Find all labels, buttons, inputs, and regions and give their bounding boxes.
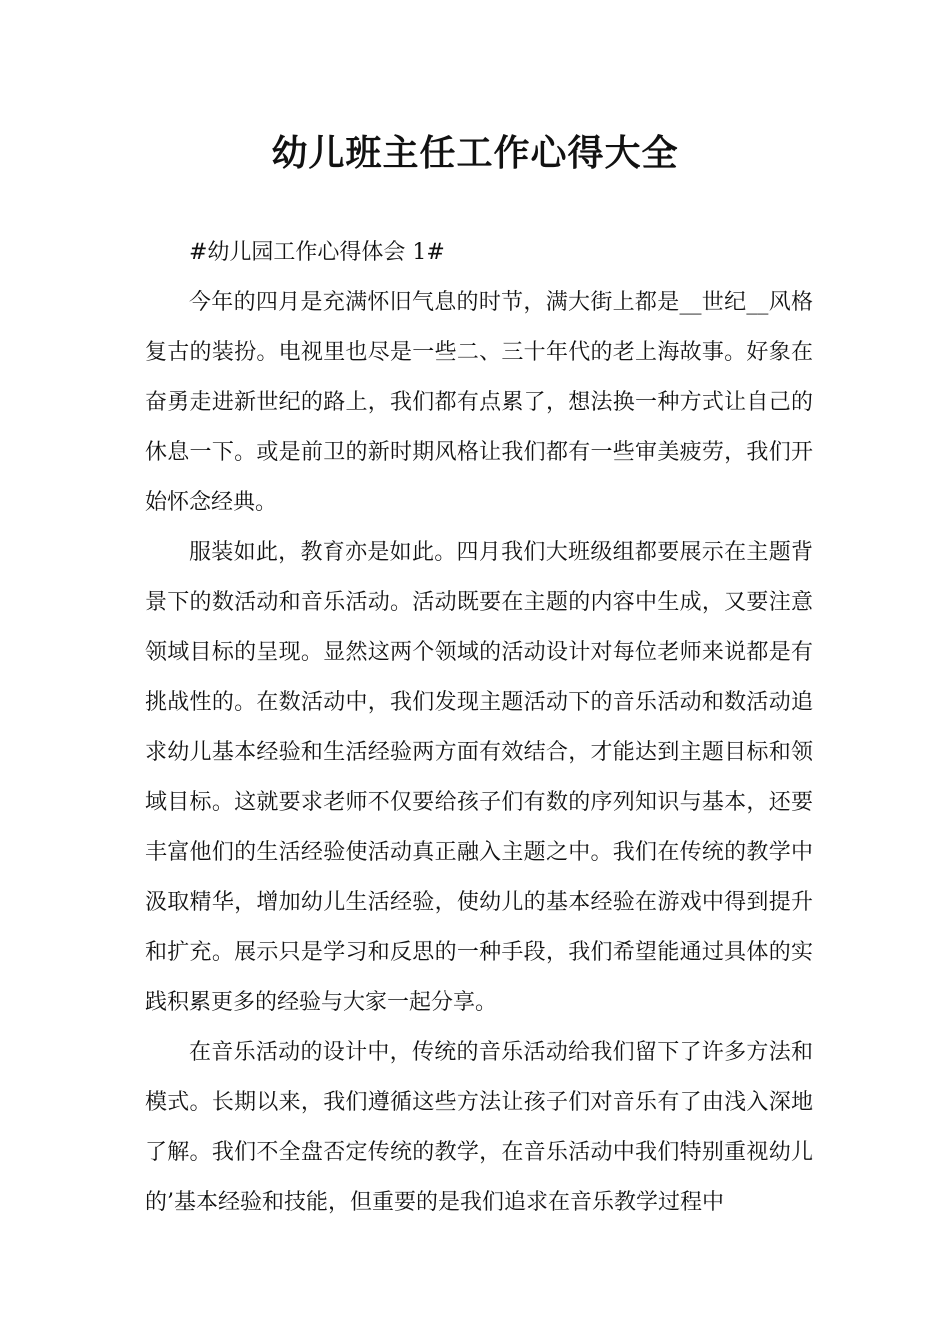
paragraph-3: 在音乐活动的设计中，传统的音乐活动给我们留下了许多方法和模式。长期以来，我们遵循这些方法让孩子们对音乐有了由浅入深地了解。我们不全盘否定传统的教学，在音乐活动中我们特别重视幼儿的’基本经验和技能，但重要的是我们追求在音乐教学过程中 <box>145 1040 813 1215</box>
document-title: 幼儿班主任工作心得大全 <box>271 132 679 174</box>
document-body <box>145 228 813 1228</box>
paragraph-2: 服装如此，教育亦是如此。四月我们大班级组都要展示在主题背景下的数活动和音乐活动。活动既要在主题的内容中生成，又要注意领域目标的呈现。显然这两个领域的活动设计对每位老师来说都是有挑战性的。在数活动中，我们发现主题活动下的音乐活动和数活动追求幼儿基本经验和生活经验两方面有效结合，才能达到主题目标和领域目标。这就要求老师不仅要给孩子们有数的序列知识与基本，还要丰富他们的生活经验使活动真正融入主题之中。我们在传统的教学中汲取精华，增加幼儿生活经验，使幼儿的基本经验在游戏中得到提升和扩充。展示只是学习和反思的一种手段，我们希望能通过具体的实践积累更多的经验与大家一起分享。 <box>145 540 813 1015</box>
section-heading: #幼儿园工作心得体会 1# <box>189 240 445 265</box>
paragraph-1: 今年的四月是充满怀旧气息的时节，满大街上都是__世纪__风格复古的装扮。电视里也尽是一些二、三十年代的老上海故事。好象在奋勇走进新世纪的路上，我们都有点累了，想法换一种方式让自己的休息一下。或是前卫的新时期风格让我们都有一些审美疲劳，我们开始怀念经典。 <box>145 290 813 515</box>
